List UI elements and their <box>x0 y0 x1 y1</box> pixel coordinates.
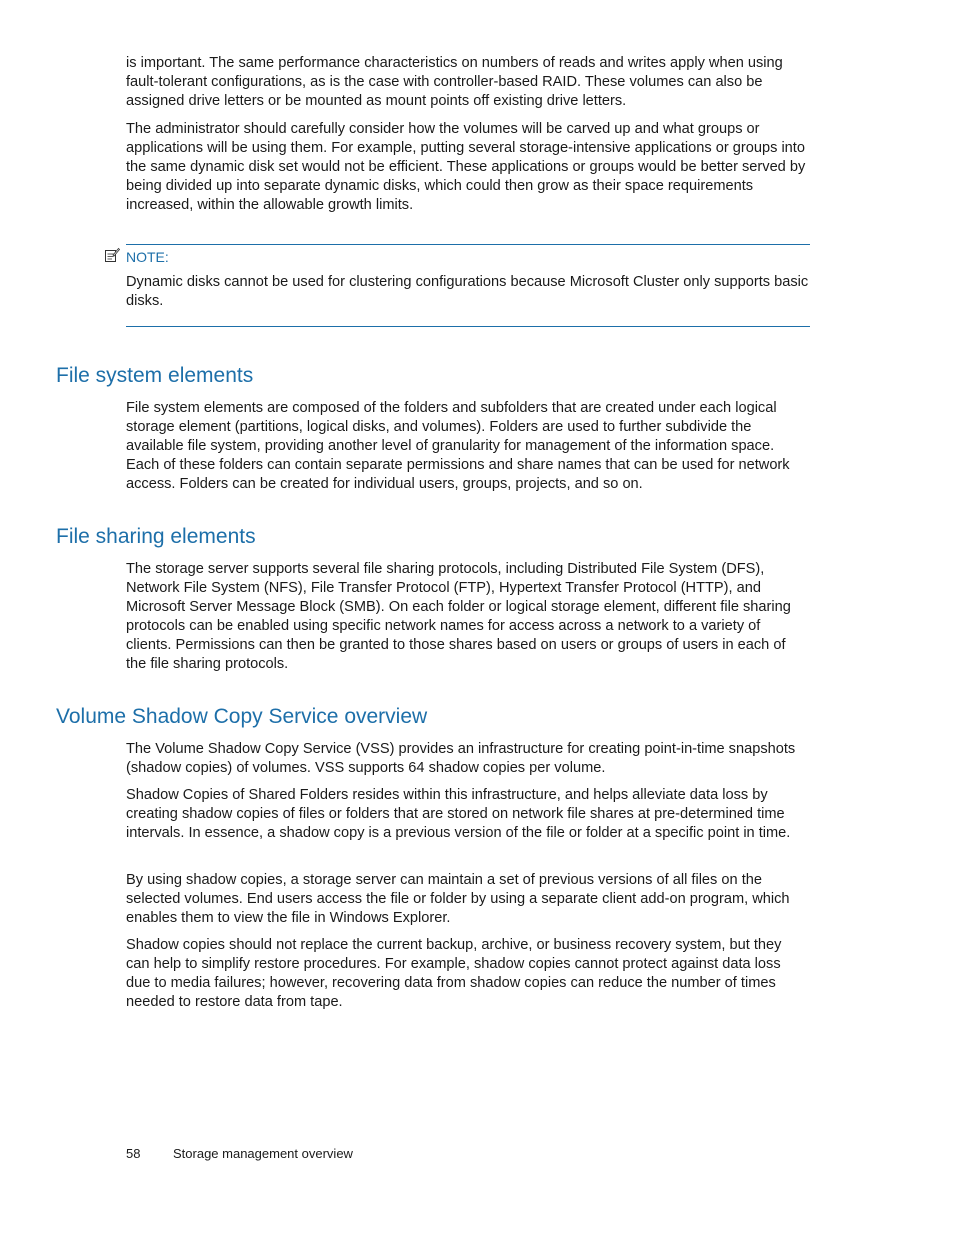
intro-paragraph-1: is important. The same performance characteristics on numbers of reads and writes apply when using fault-tolerant configurations, as is the case with controller-based RAID. These volumes can also be assigned drive letters or be mounted as mount points off existing drive letters. <box>126 55 783 109</box>
file-sharing-paragraph: The storage server supports several file sharing protocols, including Distributed File System (DFS), Network File System (NFS), File Transfer Protocol (FTP), Hypertext Transfer Protocol (HTTP), and Microsoft Server Message Block (SMB). On each folder or logical storage element, different file sharing protocols can be enabled using specific network names for access across a network to a variety of clients. Permissions can then be granted to those shares based on users or groups of users in each of the file sharing protocols. <box>126 561 791 672</box>
vss-paragraph-1: The Volume Shadow Copy Service (VSS) provides an infrastructure for creating point-in-time snapshots (shadow copies) of volumes. VSS supports 64 shadow copies per volume. <box>126 741 796 776</box>
footer-page-number: 58 <box>126 1146 141 1161</box>
intro-paragraph-2: The administrator should carefully consider how the volumes will be carved up and what groups or applications will be using them. For example, putting several storage-intensive applications or groups into the same dynamic disk set would not be efficient. These applications or groups would be better served by being divided up into separate dynamic disks, which could then grow as their space requirements increased, within the allowable growth limits. <box>126 121 806 213</box>
note-label: NOTE: <box>126 249 169 265</box>
vss-paragraph-4: Shadow copies should not replace the current backup, archive, or business recovery system, but they can help to simplify restore procedures. For example, shadow copies cannot protect against data loss due to media failures; however, recovering data from shadow copies can reduce the number of times needed to restore data from tape. <box>126 937 782 1010</box>
vss-paragraph-2: Shadow Copies of Shared Folders resides within this infrastructure, and helps alleviate data loss by creating shadow copies of files or folders that are stored on network file shares at pre-determined time intervals. In essence, a shadow copy is a previous version of the file or folder at a specific point in time. <box>126 787 791 841</box>
heading-file-system-elements: File system elements <box>56 364 254 387</box>
heading-vss-overview: Volume Shadow Copy Service overview <box>56 705 428 728</box>
file-system-paragraph: File system elements are composed of the folders and subfolders that are created under each logical storage element (partitions, logical disks, and volumes). Folders are used to further subdivide the available file system, providing another level of granularity for management of the information space. Each of these folders can contain separate permissions and share names that can be used for network access. Folders can be created for individual users, groups, projects, and so on. <box>126 400 790 492</box>
note-text: Dynamic disks cannot be used for clustering configurations because Microsoft Cluster only supports basic disks. <box>126 274 809 309</box>
heading-file-sharing-elements: File sharing elements <box>56 525 256 548</box>
note-icon <box>104 247 120 263</box>
vss-paragraph-3: By using shadow copies, a storage server can maintain a set of previous versions of all files on the selected volumes. End users access the file or folder by using a separate client add-on program, which enables them to view the file in Windows Explorer. <box>126 872 790 926</box>
footer-title: Storage management overview <box>173 1146 353 1161</box>
